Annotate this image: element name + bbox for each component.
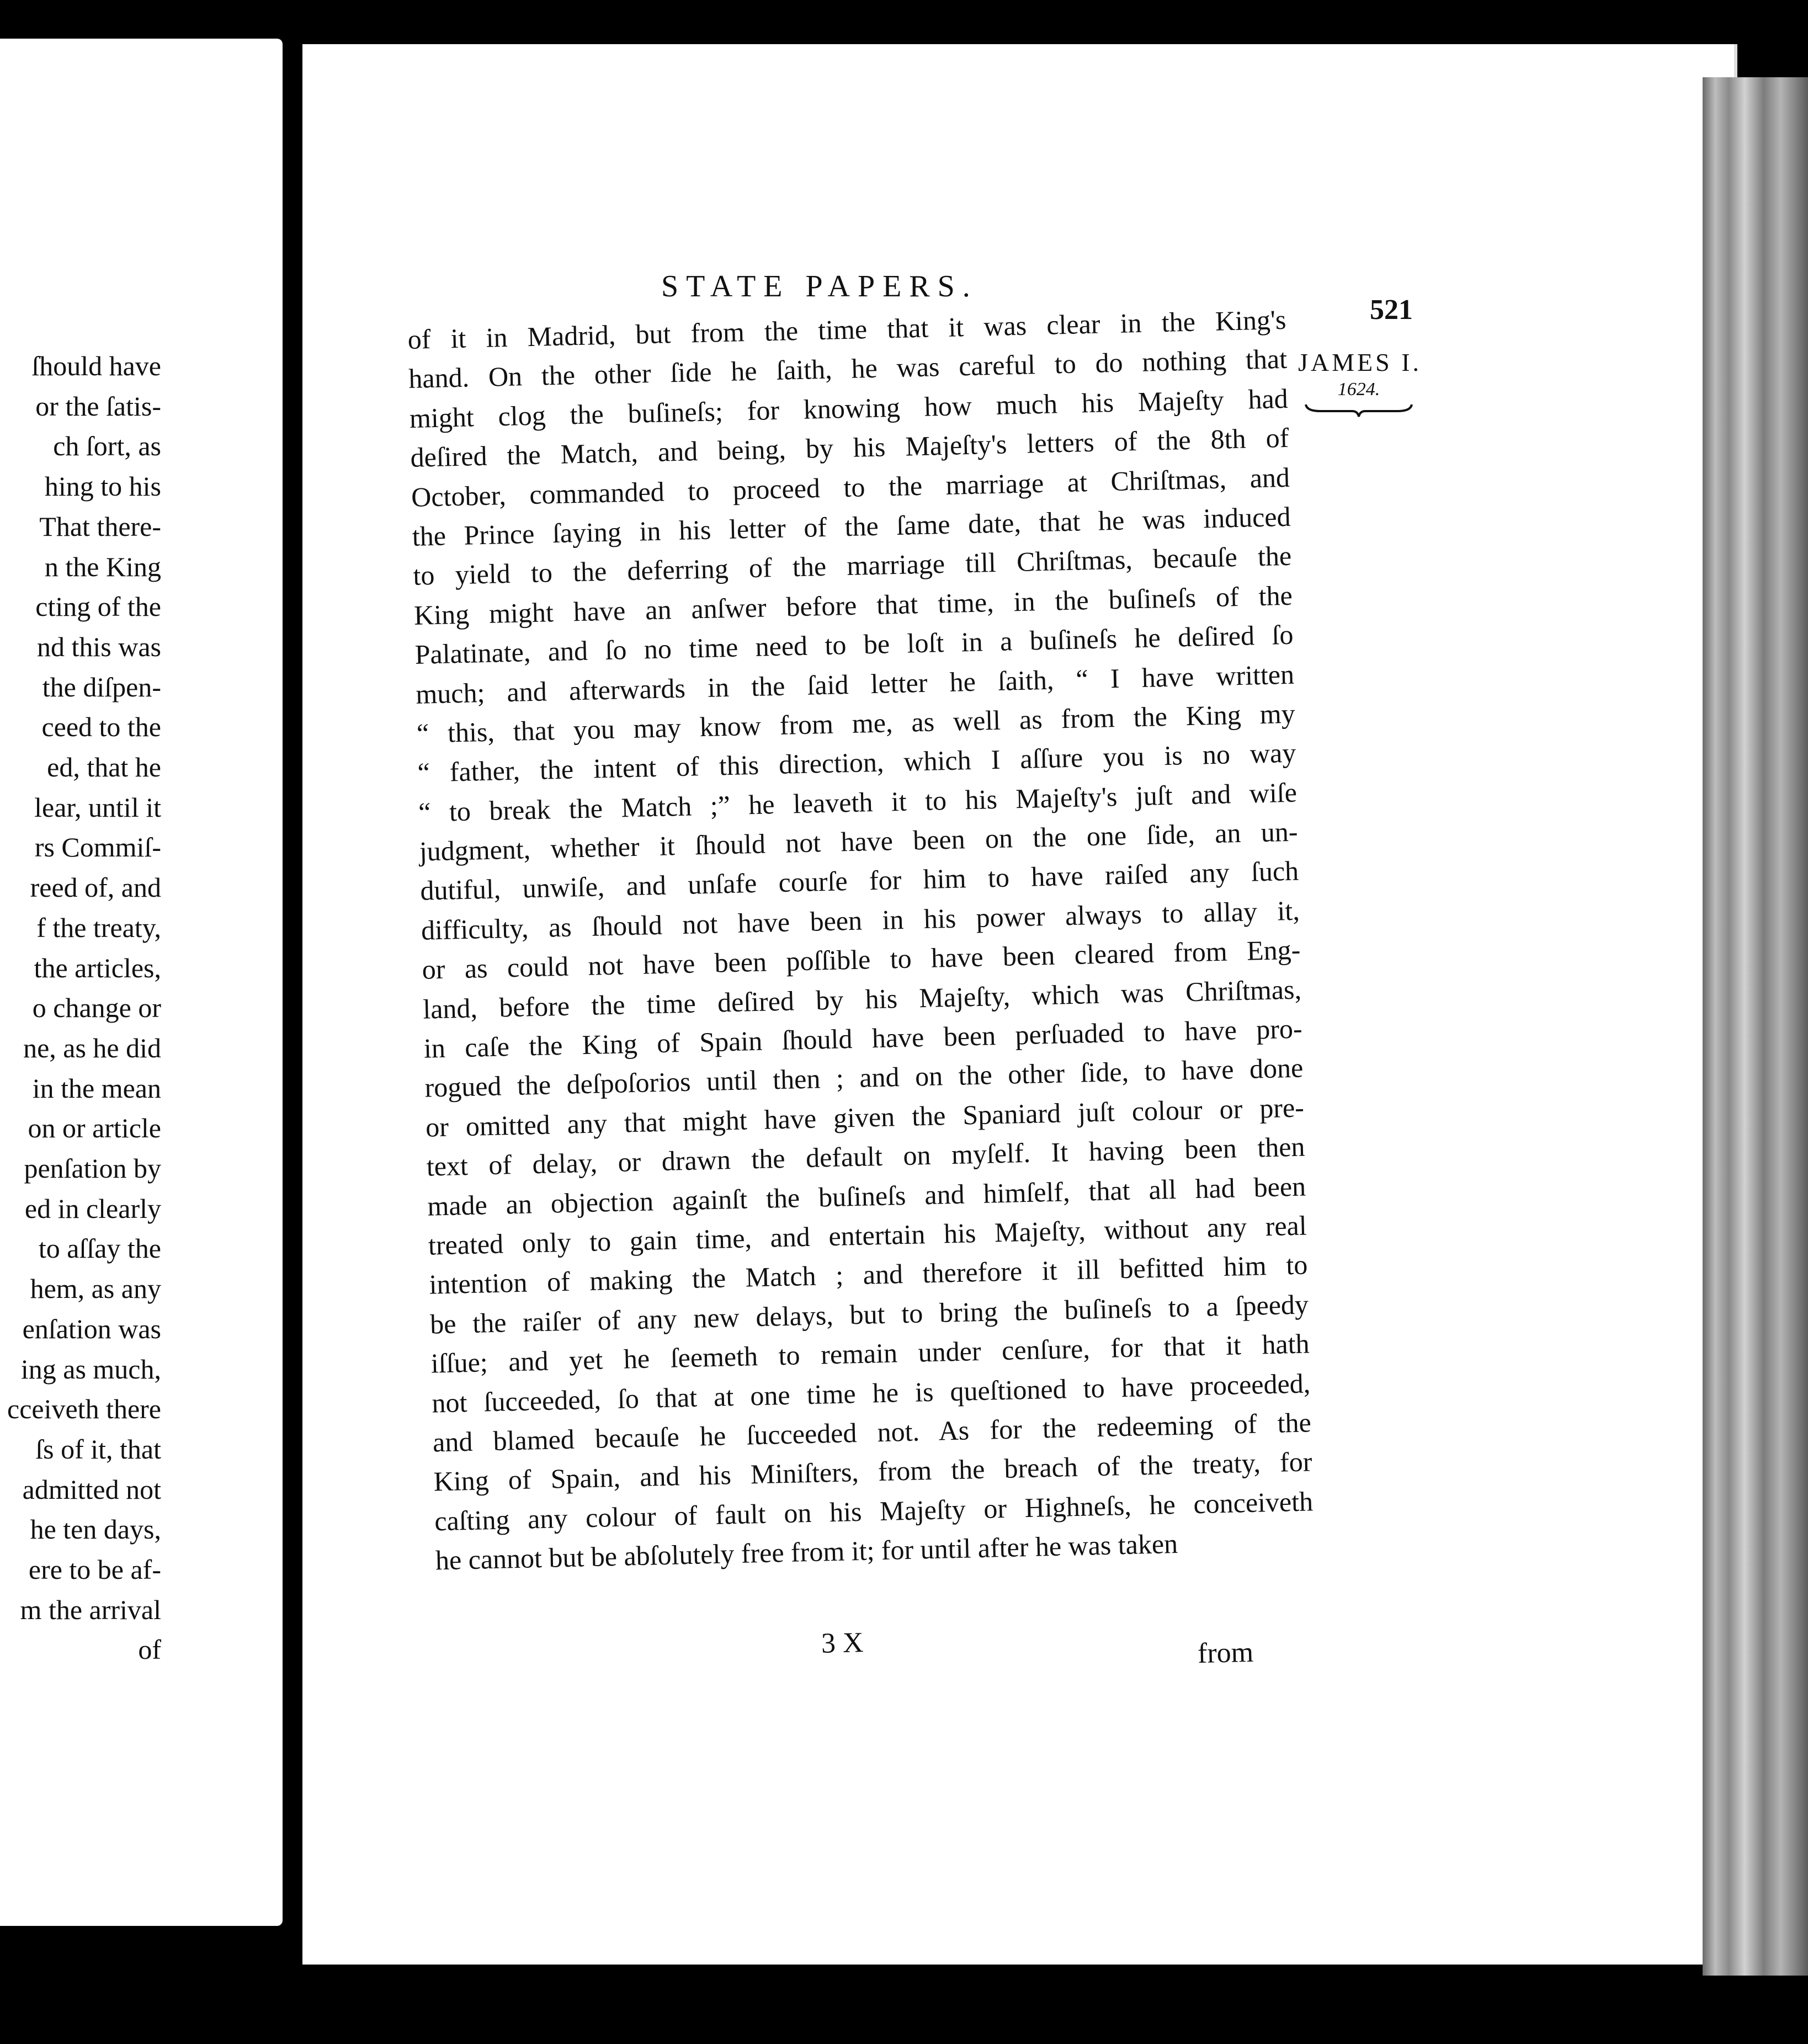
text-line: land, before the time deſired by his Majeſty, which was Chriſtmas, [422,973,1302,1025]
facing-page-line: lear, until it [34,791,161,823]
text-line: deſired the Match, and being, by his Majeſty's letters of the 8th of [410,422,1289,473]
text-line: “ father, the intent of this direction, which I aſſure you is no way [417,737,1296,789]
text-line: or as could not have been poſſible to have been cleared from Eng- [422,934,1301,985]
text-line: iſſue; and yet he ſeemeth to remain under cenſure, for that it hath [430,1328,1310,1379]
text-line: made an objection againſt the buſineſs and himſelf, that all had been [427,1170,1306,1222]
text-line: he cannot but be abſolutely free from it; for until after he was taken [435,1528,1178,1576]
facing-page-line: the articles, [34,952,161,983]
margin-note [1298,348,1422,418]
facing-page-line: on or article [28,1113,161,1144]
body-text [407,300,1314,1580]
page-number: 521 [1370,294,1413,326]
facing-page-line: reed of, and [30,872,161,903]
facing-page-line: or the ſatis- [35,390,161,422]
facing-page-line: ch ſort, as [53,430,161,462]
catchword: from [1197,1636,1254,1670]
facing-page-line: ere to be af- [28,1554,161,1585]
facing-page-line: n the King [44,551,161,582]
text-line: King of Spain, and his Miniſters, from the breach of the treaty, for [433,1446,1312,1497]
facing-page [0,39,283,1926]
facing-page-line: in the mean [32,1072,161,1104]
facing-page-line: to aſſay the [38,1233,161,1264]
text-line: treated only to gain time, and entertain his Majeſty, without any real [428,1210,1307,1261]
text-line: King might have an anſwer before that time, in the buſineſs of the [413,579,1293,631]
text-line: difficulty, as ſhould not have been in his power always to allay it, [421,895,1300,946]
running-head: STATE PAPERS. [661,269,978,304]
facing-page-line: nd this was [37,631,161,662]
text-line: Palatinate, and ſo no time need to be loſt in a buſineſs he deſired ſo [414,619,1294,670]
text-line: the Prince ſaying in his letter of the ſame date, that he was induced [412,501,1291,552]
text-line: much; and afterwards in the ſaid letter he ſaith, “ I have written [415,658,1295,710]
facing-page-line: m the arrival [20,1594,161,1625]
facing-page-line: ſhould have [31,350,161,381]
facing-page-line: penſation by [24,1153,161,1184]
signature-mark: 3 X [821,1627,864,1659]
margin-note-king: JAMES I. [1298,348,1422,376]
facing-page-line: rs Commiſ- [34,832,161,863]
facing-page-line: of [138,1634,161,1665]
text-line: “ this, that you may know from me, as well as from the King my [416,698,1296,749]
text-line: text of delay, or drawn the default on myſelf. It having been then [426,1131,1306,1182]
text-line: “ to break the Match ;” he leaveth it to his Majeſty's juſt and wiſe [418,776,1297,828]
text-line: of it in Madrid, but from the time that it was clear in the King's [407,304,1287,355]
facing-page-line: ſs of it, that [35,1433,161,1465]
text-line: hand. On the other ſide he ſaith, he was careful to do nothing that [408,343,1288,395]
facing-page-line: enſation was [22,1313,161,1344]
facing-page-line: f the treaty, [36,912,161,943]
facing-page-line: ne, as he did [23,1032,161,1063]
facing-page-line: the diſpen- [42,671,161,702]
text-line: judgment, whether it ſhould not have been on the one ſide, an un- [419,816,1299,867]
page-edges [1703,77,1808,1976]
text-line: or omitted any that might have given the Spaniard juſt colour or pre- [425,1092,1305,1143]
facing-page-line: o change or [32,992,161,1024]
text-line: to yield to the deferring of the marriage till Chriſtmas, becauſe the [412,540,1292,592]
text-line: rogued the deſpoſorios until then ; and on the other ſide, to have done [424,1052,1304,1104]
text-line: caſting any colour of fault on his Majeſty or Highneſs, he conceiveth [434,1486,1314,1537]
text-line: dutiful, unwiſe, and unſafe courſe for him to have raiſed any ſuch [419,855,1299,907]
text-line: intention of making the Match ; and therefore it ill befitted him to [429,1249,1308,1300]
text-line: October, commanded to proceed to the marriage at Chriſtmas, and [411,461,1290,513]
text-line: in caſe the King of Spain ſhould have been perſuaded to have pro- [423,1013,1303,1064]
facing-page-line: cceiveth there [7,1393,161,1425]
text-line: not ſucceeded, ſo that at one time he is queſtioned to have proceeded, [431,1367,1311,1419]
facing-page-line: cting of the [35,591,161,622]
text-line: might clog the buſineſs; for knowing how much his Majeſty had [409,382,1289,434]
facing-page-line: ed in clearly [24,1193,161,1224]
facing-page-line: admitted not [22,1473,161,1505]
text-line: and blamed becauſe he ſucceeded not. As for the redeeming of the [432,1407,1312,1458]
brace-icon [1304,401,1414,418]
facing-page-line: ed, that he [47,752,161,783]
facing-page-line: ceed to the [41,711,161,743]
margin-note-year: 1624. [1337,379,1380,400]
facing-page-line: hing to his [44,471,161,502]
facing-page-line: he ten days, [30,1514,161,1545]
facing-page-line: hem, as any [30,1273,161,1305]
text-line: be the raiſer of any new delays, but to bring the buſineſs to a ſpeedy [429,1289,1309,1340]
facing-page-line: That there- [39,510,161,542]
facing-page-line: ing as much, [20,1353,161,1385]
